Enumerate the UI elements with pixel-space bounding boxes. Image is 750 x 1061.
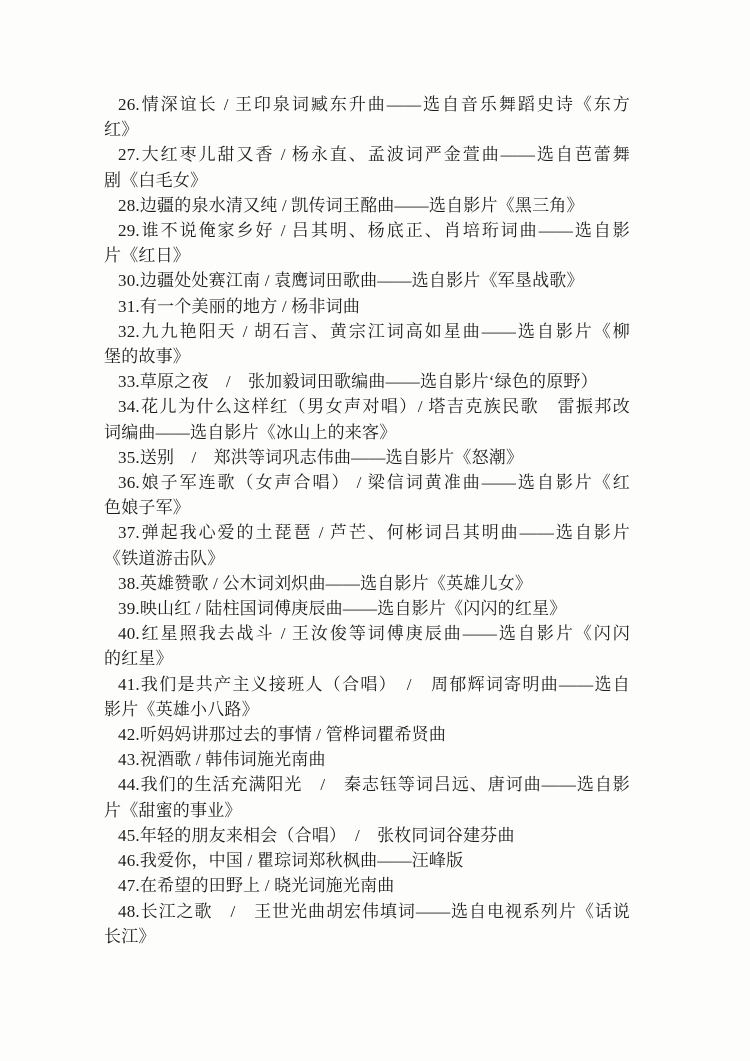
song-item-line: 片《红日》 — [104, 246, 190, 266]
song-item-line: 45.年轻的朋友来相会（合唱） / 张枚同词谷建芬曲 — [118, 825, 515, 845]
song-item-42 — [104, 722, 630, 747]
song-item-41 — [104, 672, 630, 722]
song-item-line: 42.听妈妈讲那过去的事情 / 管桦词瞿希贤曲 — [118, 725, 447, 745]
song-item-line: 的红星》 — [104, 649, 173, 669]
song-item-40 — [104, 621, 630, 671]
song-item-line: 红》 — [104, 120, 139, 140]
song-item-44 — [104, 772, 630, 822]
song-item-46 — [104, 848, 630, 873]
song-item-line: 40.红星照我去战斗 / 王汝俊等词傅庚辰曲——选自影片《闪闪 — [118, 624, 630, 644]
song-item-line: 44.我们的生活充满阳光 / 秦志钰等词吕远、唐诃曲——选自影 — [118, 775, 630, 795]
song-item-39 — [104, 596, 630, 621]
song-item-35 — [104, 445, 630, 470]
song-item-line: 27.大红枣儿甜又香 / 杨永直、孟波词严金萱曲——选自芭蕾舞 — [118, 145, 630, 165]
song-item-47 — [104, 873, 630, 898]
song-item-line: 34.花儿为什么这样红（男女声对唱）/ 塔吉克族民歌 雷振邦改 — [118, 397, 630, 417]
song-item-line: 26.情深谊长 / 王印泉词臧东升曲——选自音乐舞蹈史诗《东方 — [118, 95, 630, 114]
song-item-line: 39.映山红 / 陆柱国词傅庚辰曲——选自影片《闪闪的红星》 — [118, 599, 567, 619]
song-item-30 — [104, 268, 630, 293]
song-item-line: 词编曲——选自影片《冰山上的来客》 — [104, 422, 397, 442]
song-list — [104, 92, 630, 949]
song-item-line: 43.祝酒歌 / 韩伟词施光南曲 — [118, 750, 326, 770]
song-item-37 — [104, 520, 630, 570]
song-item-line: 31.有一个美丽的地方 / 杨非词曲 — [118, 296, 361, 316]
song-item-line: 色娘子军》 — [104, 498, 190, 518]
song-item-26 — [104, 92, 630, 142]
song-item-line: 32.九九艳阳天 / 胡石言、黄宗江词高如星曲——选自影片《柳 — [118, 321, 630, 341]
song-item-line: 28.边疆的泉水清又纯 / 凯传词王酩曲——选自影片《黑三角》 — [118, 195, 584, 215]
song-item-line: 《铁道游击队》 — [104, 548, 225, 568]
song-item-line: 片《甜蜜的事业》 — [104, 800, 242, 820]
song-item-29 — [104, 218, 630, 268]
song-item-line: 剧《白毛女》 — [104, 170, 208, 190]
song-item-27 — [104, 142, 630, 192]
song-item-43 — [104, 747, 630, 772]
song-item-38 — [104, 571, 630, 596]
song-item-line: 48.长江之歌 / 王世光曲胡宏伟填词——选自电视系列片《话说 — [118, 901, 630, 921]
song-item-32 — [104, 319, 630, 369]
song-item-line: 41.我们是共产主义接班人（合唱） / 周郁辉词寄明曲——选自 — [118, 674, 630, 694]
song-item-line: 37.弹起我心爱的土琵琶 / 芦芒、何彬词吕其明曲——选自影片 — [118, 523, 630, 543]
song-item-line: 33.草原之夜 / 张加毅词田歌编曲——选自影片‘绿色的原野） — [118, 372, 598, 392]
song-item-line: 46.我爱你，中国 / 瞿琮词郑秋枫曲——汪峰版 — [118, 851, 464, 871]
song-item-line: 29.谁不说俺家乡好 / 吕其明、杨底正、肖培珩词曲——选自影 — [118, 221, 630, 241]
song-item-line: 38.英雄赞歌 / 公木词刘炽曲——选自影片《英雄儿女》 — [118, 573, 533, 593]
song-item-33 — [104, 369, 630, 394]
song-item-34 — [104, 394, 630, 444]
song-item-line: 47.在希望的田野上 / 晓光词施光南曲 — [118, 876, 395, 896]
song-item-48 — [104, 899, 630, 949]
song-item-28 — [104, 193, 630, 218]
song-item-line: 35.送别 / 郑洪等词巩志伟曲——选自影片《怒潮》 — [118, 447, 524, 467]
song-item-line: 影片《英雄小八路》 — [104, 699, 259, 719]
song-item-line: 30.边疆处处赛江南 / 袁鹰词田歌曲——选自影片《军垦战歌》 — [118, 271, 584, 291]
song-item-line: 堡的故事》 — [104, 347, 190, 367]
song-item-36 — [104, 470, 630, 520]
song-item-line: 长江》 — [104, 926, 156, 946]
song-item-line: 36.娘子军连歌（女声合唱） / 梁信词黄准曲——选自影片《红 — [118, 473, 630, 493]
song-item-45 — [104, 823, 630, 848]
song-item-31 — [104, 294, 630, 319]
